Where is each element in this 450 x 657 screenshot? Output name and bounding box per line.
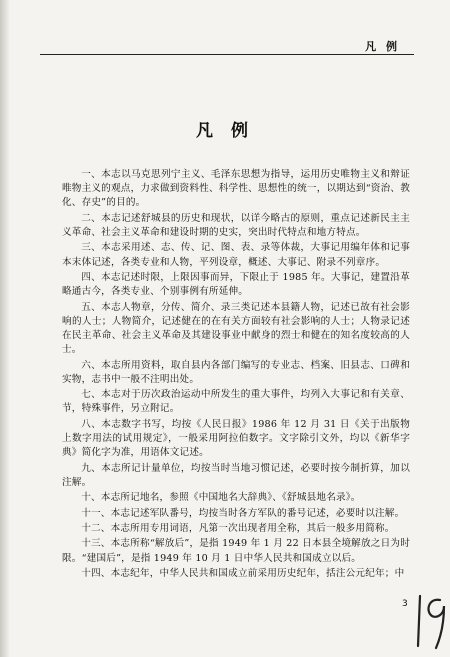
header-rule (40, 54, 414, 55)
paragraph: 十四、本志纪年，中华人民共和国成立前采用历史纪年，括注公元纪年；中 (81, 568, 405, 580)
paragraph: 一、本志以马克思列宁主义、毛泽东思想为指导，运用历史唯物主义和辩证唯物主义的观点，力求做到资料性、科学性、思想性的统一，以期达到“资治、教化、存史”的目的。 (62, 169, 410, 209)
handwritten-page-mark (414, 590, 450, 652)
paragraph: 二、本志记述舒城县的历史和现状，以详今略古的原则，重点记述新民主主义革命、社会主义革命和建设时期的史实，突出时代特点和地方特点。 (62, 212, 410, 238)
body-text (62, 168, 410, 583)
paragraph: 八、本志数字书写，均按《人民日报》1986 年 12 月 31 日《关于出版物上数字用法的试用规定》，一般采用阿拉伯数字。文字除引文外，均以《新华字典》简化字为准，用语体文记述。 (62, 418, 410, 459)
scan-shadow (0, 0, 10, 657)
paragraph: 六、本志所用资料，取自县内各部门编写的专业志、档案、旧县志、口碑和实物，志书中一般不注明出处。 (62, 359, 410, 385)
paragraph: 七、本志对于历次政治运动中所发生的重大事件，均列入大事记和有关章、节，特殊事件，另立附记。 (62, 389, 410, 415)
paragraph: 三、本志采用述、志、传、记、图、表、录等体裁，大事记用编年体和记事本末体记述，各类专业和人物，平列设章，概述、大事记、附录不列章序。 (62, 242, 410, 268)
paragraph: 十一、本志记述军队番号，均按当时各方军队的番号记述，必要时以注解。 (81, 507, 405, 519)
paragraph: 四、本志记述时限，上限因事而异，下限止于 1985 年。大事记，建置沿革略通古今，各类专业、个别事例有所延伸。 (62, 271, 410, 298)
paragraph: 十、本志所记地名，参照《中国地名大辞典》、《舒城县地名录》。 (81, 492, 361, 504)
paragraph: 十二、本志所用专用词语，凡第一次出现者用全称，其后一般多用简称。 (81, 523, 395, 535)
paragraph: 九、本志所记计量单位，均按当时当地习惯记述，必要时按今制折算，加以注解。 (62, 462, 410, 488)
paragraph: 十三、本志所称“解放后”，是指 1949 年 1 月 22 日本县全境解放之日为时限。“建国后”，是指 1949 年 10 月 1 日中华人民共和国成立以后。 (62, 538, 410, 564)
paragraph: 五、本志人物章，分传、简介、录三类记述本县籍人物，记述已故有社会影响的人士；人物简介，记述健在的在有关方面较有社会影响的人士；人物录记述在民主革命、社会主义革命及其建设事业中献身的烈士和健在的知名度较高的人士。 (62, 301, 410, 356)
page-number: 3 (402, 599, 408, 609)
page-title: 凡 例 (196, 121, 254, 141)
running-header: 凡 例 (365, 40, 400, 53)
